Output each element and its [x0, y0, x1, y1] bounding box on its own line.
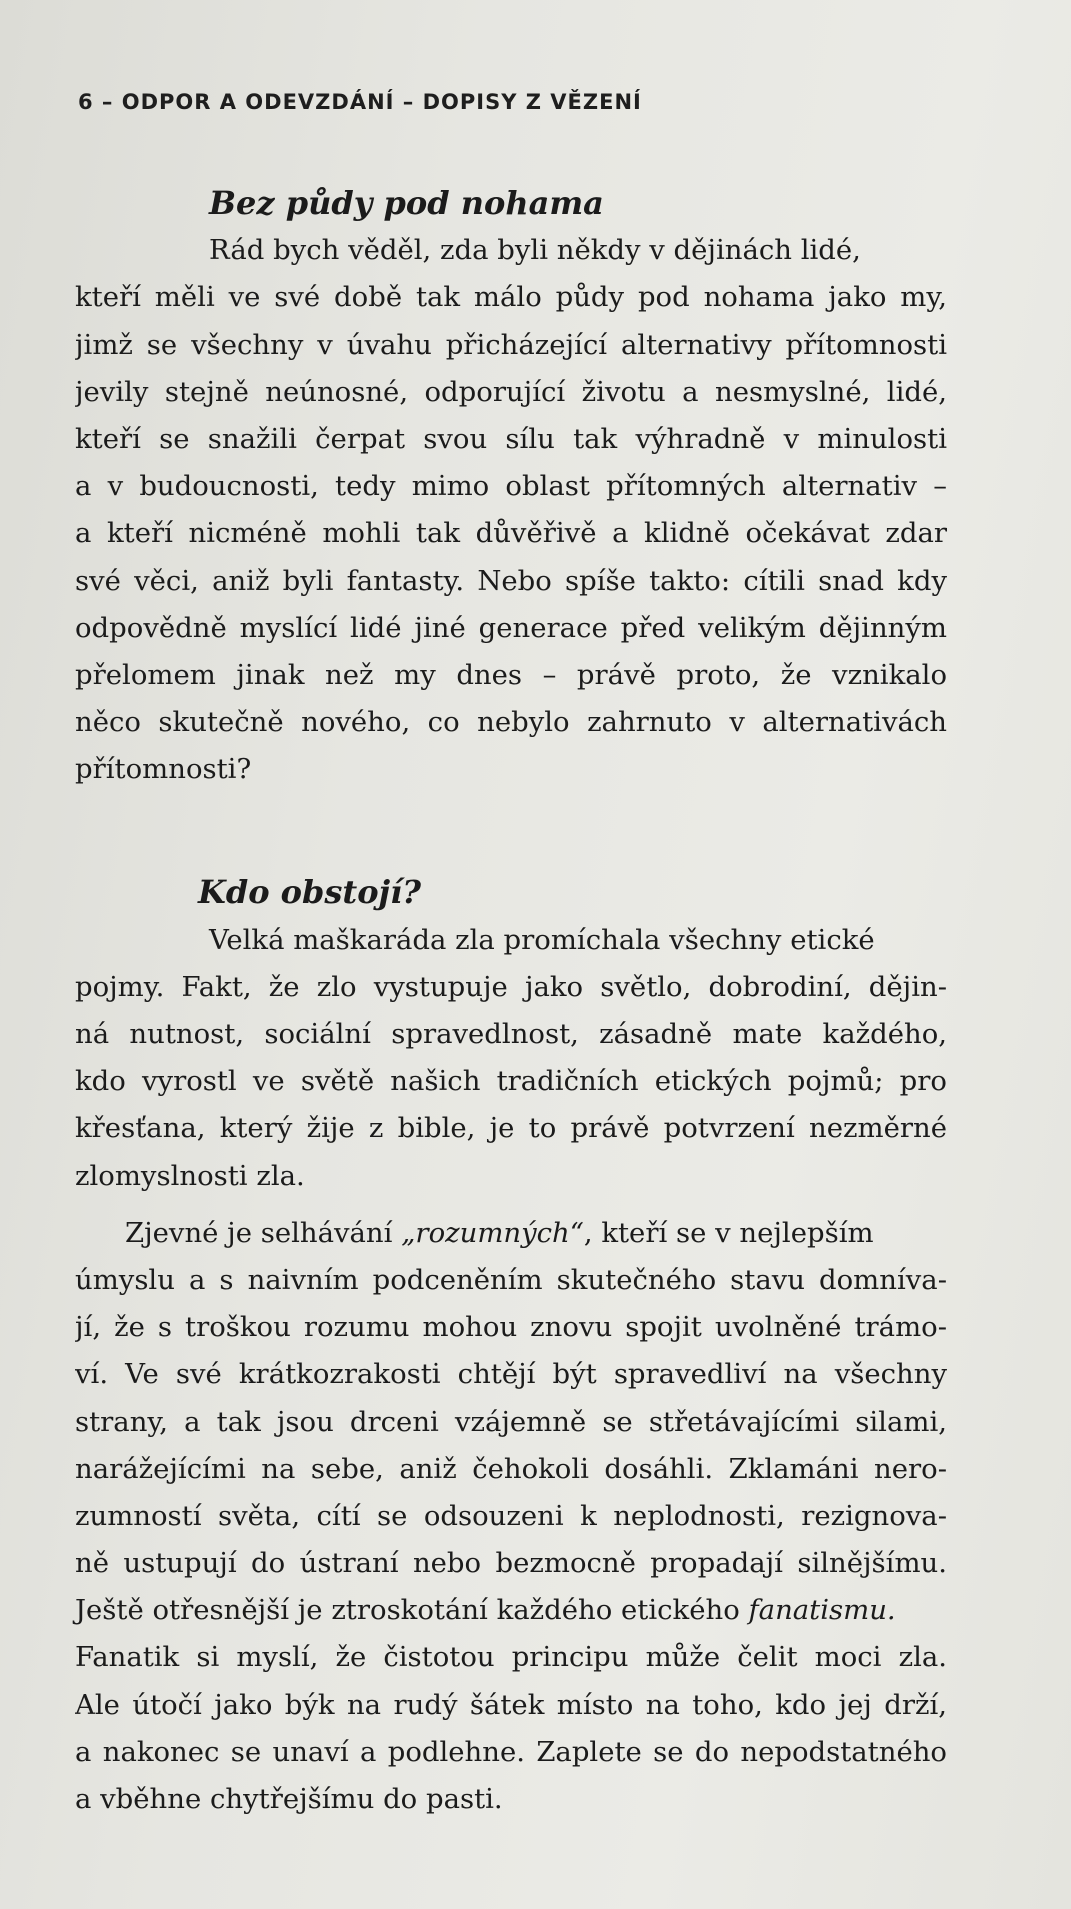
text-line: své věci, aniž byli fantasty. Nebo spíše takto: cítili snad kdy [75, 564, 947, 597]
text-line: a kteří nicméně mohli tak důvěřivě a klidně očekávat zdar [75, 517, 947, 550]
section-heading-bez-pudy: Bez půdy pod nohama [209, 184, 604, 222]
text-line: a v budoucnosti, tedy mimo oblast přítomných alternativ – [75, 470, 947, 503]
text-line: jevily stejně neúnosné, odporující životu a nesmyslné, lidé, [75, 375, 947, 408]
text-line: něco skutečně nového, co nebylo zahrnuto v alternativách [75, 706, 947, 739]
running-head: 6 – ODPOR A ODEVZDÁNÍ – DOPISY Z VĚZENÍ [78, 90, 642, 114]
text-line: Fanatik si myslí, že čistotou principu může čelit moci zla. [75, 1641, 947, 1674]
text-line: jí, že s troškou rozumu mohou znovu spojit uvolněné trámo- [75, 1311, 947, 1344]
text-line: a nakonec se unaví a podlehne. Zaplete se do nepodstatného [75, 1735, 947, 1768]
text-line: narážejícími na sebe, aniž čehokoli dosáhli. Zklamáni nero- [75, 1452, 947, 1485]
text-line: Rád bych věděl, zda byli někdy v dějinách lidé, [209, 234, 861, 267]
text-line: kteří měli ve své době tak málo půdy pod nohama jako my, [75, 281, 947, 314]
text-line: ví. Ve své krátkozrakosti chtějí být spravedliví na všechny [75, 1358, 947, 1391]
text-line: ná nutnost, sociální spravedlnost, zásadně mate každého, [75, 1018, 947, 1050]
page-body [75, 180, 947, 1823]
emphasis-fanatismu: fanatismu. [748, 1594, 896, 1627]
text-line: zlomyslnosti zla. [75, 1159, 305, 1192]
text-line [75, 1587, 947, 1634]
text-line: křesťana, který žije z bible, je to právě potvrzení nezměrné [75, 1112, 947, 1145]
text-line: a vběhne chytřejšímu do pasti. [75, 1783, 503, 1815]
text-line: strany, a tak jsou drceni vzájemně se střetávajícími silami, [75, 1405, 947, 1438]
section-heading-kdo-obstoji: Kdo obstojí? [198, 873, 422, 912]
text-line: přelomem jinak než my dnes – právě proto, že vznikalo [75, 658, 947, 691]
text-line: kteří se snažili čerpat svou sílu tak výhradně v minulosti [75, 422, 947, 455]
text-line: ně ustupují do ústraní nebo bezmocně propadají silnějšímu. [75, 1547, 947, 1580]
text-line: úmyslu a s naivním podceněním skutečného stavu domníva- [75, 1263, 947, 1296]
text-run: , kteří se v nejlepším [583, 1216, 874, 1249]
text-line: přítomnosti? [75, 753, 252, 786]
text-line: Ale útočí jako býk na rudý šátek místo na toho, kdo jej drží, [75, 1688, 947, 1721]
text-line: jimž se všechny v úvahu přicházející alternativy přítomnosti [75, 328, 947, 361]
text-line: kdo vyrostl ve světě našich tradičních etických pojmů; pro [75, 1065, 947, 1098]
text-line: odpovědně myslící lidé jiné generace před velikým dějinným [75, 611, 947, 644]
text-line: Velká maškaráda zla promíchala všechny etické [209, 923, 875, 956]
text-line: pojmy. Fakt, že zlo vystupuje jako světlo, dobrodiní, dějin- [75, 970, 947, 1003]
text-run: Ještě otřesnější je ztroskotání každého etického [75, 1594, 749, 1627]
emphasis-rozumnych: „rozumných“ [401, 1216, 584, 1249]
text-run: Zjevné je selhávání [125, 1216, 402, 1249]
text-line [75, 1210, 947, 1257]
text-line: zumností světa, cítí se odsouzeni k neplodnosti, rezignova- [75, 1499, 947, 1532]
